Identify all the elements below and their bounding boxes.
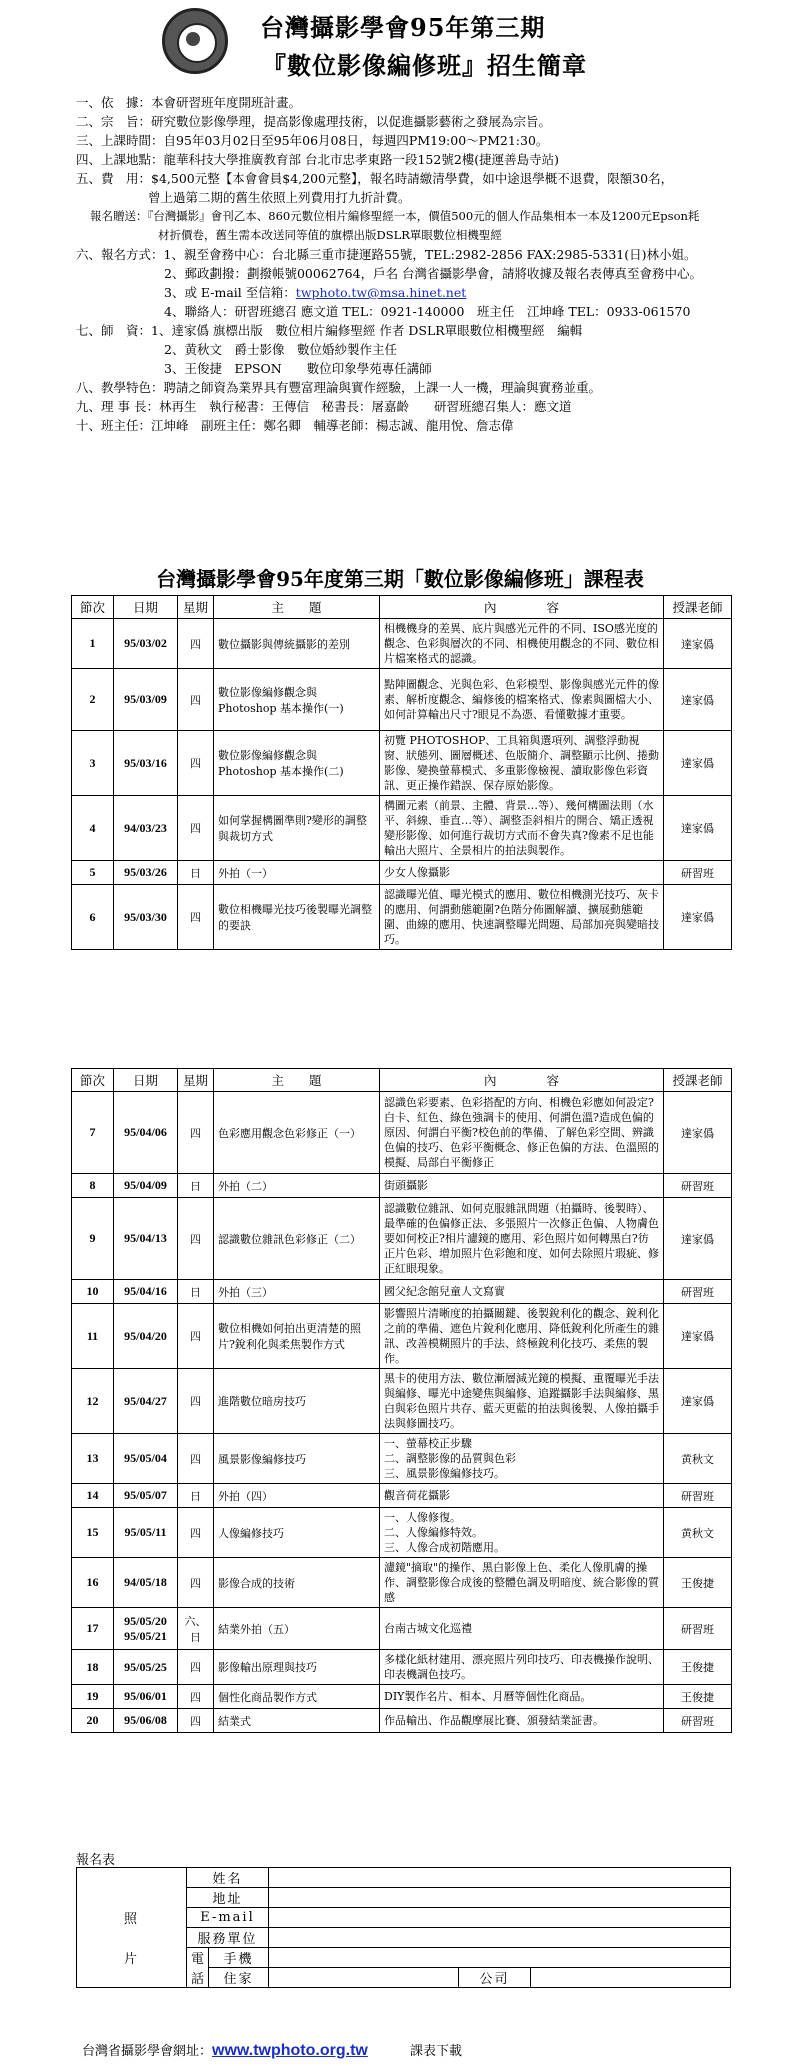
session-teacher: 王俊捷 xyxy=(664,1558,732,1608)
schedule-title: 台灣攝影學會95年度第三期「數位影像編修班」課程表 xyxy=(156,567,644,591)
session-date: 95/05/11 xyxy=(114,1508,178,1558)
field-office[interactable] xyxy=(531,1968,731,1988)
info-contact: 4、聯絡人：研習班總召 應文道 TEL：0921-140000 班主任 江坤峰 TEL：0933-061570 xyxy=(164,304,691,319)
session-teacher: 王俊捷 xyxy=(664,1685,732,1709)
session-teacher: 研習班 xyxy=(664,861,732,885)
session-no: 18 xyxy=(72,1650,114,1685)
info-signup-1: 六、報名方式：1、親至會務中心：台北縣三重市捷運路55號，TEL:2982-2856 FAX:2985-5331(日)林小姐。 xyxy=(76,247,697,262)
session-no: 5 xyxy=(72,861,114,885)
info-fee: 五、費 用：$4,500元整【本會會員$4,200元整】，報名時請繳清學費，如中途退學概不退費，限額30名， xyxy=(76,171,674,186)
society-logo xyxy=(162,8,228,74)
session-content: 初覽 PHOTOSHOP、工具箱與選項列、調整浮動視窗、狀態列、圖層概述、色版簡介、調整顯示比例、捲動影像、變換螢幕模式、多重影像檢視、讀取影像色彩資訊、更正操作錯誤、保存原始影像。 xyxy=(380,731,664,796)
session-date: 95/06/01 xyxy=(114,1685,178,1709)
session-content: 構圖元素（前景、主體、背景…等）、幾何構圖法則（水平、斜線、垂直…等）、調整歪斜相片的開合、矯正透視變形影像、如何進行裁切方式而不會失真?像素不足也能輸出大照片、全景相片的拍法與製作。 xyxy=(380,796,664,861)
session-day: 四 xyxy=(178,1304,214,1369)
session-date: 95/04/27 xyxy=(114,1369,178,1434)
session-topic: 人像編修技巧 xyxy=(214,1508,380,1558)
schedule-header-row xyxy=(72,596,732,619)
schedule-table-part1 xyxy=(71,595,732,950)
info-gift-note: 材折價卷，舊生需本改送同等值的旗標出版DSLR單眼數位相機聖經 xyxy=(158,228,502,242)
session-date: 94/05/18 xyxy=(114,1558,178,1608)
session-day: 四 xyxy=(178,731,214,796)
session-content: 作品輸出、作品觀摩展比賽、頒發結業証書。 xyxy=(380,1709,664,1733)
session-day: 六、日 xyxy=(178,1608,214,1650)
session-topic: 外拍（二） xyxy=(214,1174,380,1198)
session-day: 四 xyxy=(178,1558,214,1608)
session-date: 95/04/06 xyxy=(114,1092,178,1174)
label-email: E-mail xyxy=(187,1908,269,1928)
session-date: 95/04/09 xyxy=(114,1174,178,1198)
session-date: 95/04/16 xyxy=(114,1280,178,1304)
field-employer[interactable] xyxy=(269,1928,731,1948)
session-teacher: 達家僞 xyxy=(664,1092,732,1174)
session-teacher: 達家僞 xyxy=(664,619,732,669)
session-content: 少女人像攝影 xyxy=(380,861,664,885)
header-content: 內 容 xyxy=(380,1069,664,1092)
session-day: 四 xyxy=(178,669,214,731)
label-address: 地址 xyxy=(187,1888,269,1908)
session-topic: 數位影像編修觀念與Photoshop 基本操作(二) xyxy=(214,731,380,796)
field-email[interactable] xyxy=(269,1908,731,1928)
session-no: 1 xyxy=(72,619,114,669)
session-day: 四 xyxy=(178,1685,214,1709)
schedule-row xyxy=(72,885,732,950)
session-teacher: 黄秋文 xyxy=(664,1434,732,1484)
session-day: 日 xyxy=(178,1280,214,1304)
header-teacher: 授課老師 xyxy=(664,1069,732,1092)
session-date: 94/03/23 xyxy=(114,796,178,861)
page-subtitle: 『數位影像編修班』招生簡章 xyxy=(262,51,587,80)
schedule-row xyxy=(72,1280,732,1304)
session-topic: 外拍（四） xyxy=(214,1484,380,1508)
info-signup-3 xyxy=(76,283,781,302)
session-topic: 結業式 xyxy=(214,1709,380,1733)
session-date: 95/03/16 xyxy=(114,731,178,796)
session-content: 多樣化紙材建用、漂亮照片列印技巧、印表機操作說明、印表機調色技巧。 xyxy=(380,1650,664,1685)
session-day: 四 xyxy=(178,1508,214,1558)
session-topic: 個性化商品製作方式 xyxy=(214,1685,380,1709)
session-content: 觀音荷花攝影 xyxy=(380,1484,664,1508)
schedule-row xyxy=(72,619,732,669)
session-no: 16 xyxy=(72,1558,114,1608)
info-gift: 報名贈送：『台灣攝影』會刊乙本、860元數位相片編修聖經一本，價值500元的個人作品集相本一本及1200元Epson耗 xyxy=(90,209,700,223)
session-content: 點陣圖觀念、光與色彩、色彩模型、影像與感光元件的像素、解析度觀念、編修後的檔案格式、像素與圖檔大小、如何計算輸出尺寸?眼見不為憑、看懂數據才重要。 xyxy=(380,669,664,731)
session-content: 一、螢幕校正步驟 二、調整影像的品質與色彩 三、風景影像編修技巧。 xyxy=(380,1434,664,1484)
session-no: 3 xyxy=(72,731,114,796)
session-content: 濾鏡"摘取"的操作、黑白影像上色、柔化人像肌膚的操作、調整影像合成後的整體色調及明暗度、統合影像的質感 xyxy=(380,1558,664,1608)
registration-form-title: 報名表 xyxy=(76,1853,116,1868)
photo-label-bottom: 片 xyxy=(77,1948,187,1988)
session-no: 6 xyxy=(72,885,114,950)
info-chairman: 九、理 事 長：林再生 執行秘書：王傳信 秘書長：屠嘉齡 研習班總召集人：應文道 xyxy=(76,399,572,414)
schedule-row xyxy=(72,1434,732,1484)
label-phone-1: 電 xyxy=(187,1948,209,1968)
session-topic: 數位相機如何拍出更清楚的照片?銳利化與柔焦製作方式 xyxy=(214,1304,380,1369)
session-teacher: 研習班 xyxy=(664,1280,732,1304)
header-date: 日期 xyxy=(114,1069,178,1092)
session-no: 15 xyxy=(72,1508,114,1558)
schedule-table-part2 xyxy=(71,1068,732,1733)
field-mobile[interactable] xyxy=(269,1948,731,1968)
session-content: DIY製作名片、相本、月曆等個性化商品。 xyxy=(380,1685,664,1709)
website-link[interactable]: www.twphoto.org.tw xyxy=(212,2042,368,2059)
session-no: 7 xyxy=(72,1092,114,1174)
field-address[interactable] xyxy=(269,1888,731,1908)
session-content: 認識曝光值、曝光模式的應用、數位相機測光技巧、灰卡的應用、何謂動態範圍?色階分佈圖解讀、擴展動態範圍、曲線的應用、快速調整曝光問題、局部加亮與變暗技巧。 xyxy=(380,885,664,950)
session-content: 國父紀念館兒童人文寫實 xyxy=(380,1280,664,1304)
label-office: 公司 xyxy=(459,1968,531,1988)
schedule-header-row xyxy=(72,1069,732,1092)
session-date: 95/04/20 xyxy=(114,1304,178,1369)
session-day: 四 xyxy=(178,1434,214,1484)
email-link[interactable]: twphoto.tw@msa.hinet.net xyxy=(295,285,467,300)
session-teacher: 達家僞 xyxy=(664,1198,732,1280)
session-no: 20 xyxy=(72,1709,114,1733)
session-content: 台南古城文化巡禮 xyxy=(380,1608,664,1650)
schedule-row xyxy=(72,1685,732,1709)
session-topic: 色彩應用觀念色彩修正（一） xyxy=(214,1092,380,1174)
session-no: 17 xyxy=(72,1608,114,1650)
schedule-row xyxy=(72,1304,732,1369)
session-teacher: 達家僞 xyxy=(664,731,732,796)
session-content: 相機機身的差異、底片與感光元件的不同、ISO感光度的觀念、色彩與層次的不同、相機使用觀念的不同、數位相片檔案格式的認識。 xyxy=(380,619,664,669)
session-no: 8 xyxy=(72,1174,114,1198)
session-no: 13 xyxy=(72,1434,114,1484)
session-date: 95/05/25 xyxy=(114,1650,178,1685)
footer-prefix: 台灣省攝影學會網址： xyxy=(82,2044,213,2059)
info-purpose: 二、宗 旨：研究數位影像學理，提高影像處理技術，以促進攝影藝術之發展為宗旨。 xyxy=(76,114,552,129)
session-teacher: 研習班 xyxy=(664,1608,732,1650)
field-home[interactable] xyxy=(269,1968,459,1988)
session-content: 一、人像修復。 二、人像編修特效。 三、人像合成初階應用。 xyxy=(380,1508,664,1558)
header-teacher: 授課老師 xyxy=(664,596,732,619)
info-teachers-3: 3、王俊捷 EPSON 數位印象學苑專任講師 xyxy=(164,361,432,376)
session-date: 95/05/04 xyxy=(114,1434,178,1484)
info-fee-note: 曾上過第二期的舊生依照上列費用打九折計費。 xyxy=(148,190,411,205)
session-date: 95/03/30 xyxy=(114,885,178,950)
info-basis: 一、依 據：本會研習班年度開班計畫。 xyxy=(76,95,302,110)
info-teachers-2: 2、黄秋文 爵士影像 數位婚紗製作主任 xyxy=(164,342,397,357)
session-content: 認識數位雜訊、如何克服雜訊問題（拍攝時、後製時）、最準確的色偏修正法、多張照片一次修正色偏、人物膚色要如何校正?相片濾鏡的應用、彩色照片如何轉黑白?彷正片色彩、增加照片色彩飽和度、如何去除照片瑕疵、修正紅眼現象。 xyxy=(380,1198,664,1280)
session-date: 95/03/02 xyxy=(114,619,178,669)
info-signup-3-label: 3、或 E-mail 至信箱： xyxy=(164,285,296,300)
session-topic: 認識數位雜訊色彩修正（二） xyxy=(214,1198,380,1280)
session-day: 四 xyxy=(178,619,214,669)
info-features: 八、教學特色：聘請之師資為業界具有豐富理論與實作經驗，上課一人一機，理論與實務並重。 xyxy=(76,380,602,395)
info-time: 三、上課時間：自95年03月02日至95年06月08日，每週四PM19:00～PM21:30。 xyxy=(76,133,549,148)
session-date: 95/03/26 xyxy=(114,861,178,885)
session-date: 95/04/13 xyxy=(114,1198,178,1280)
page-title: 台灣攝影學會95年第三期 xyxy=(260,13,546,42)
session-day: 日 xyxy=(178,1174,214,1198)
info-teachers-1: 七、師 資：1、達家僞 旗標出版 數位相片編修聖經 作者 DSLR單眼數位相機聖經 編輯 xyxy=(76,323,583,338)
schedule-row xyxy=(72,1608,732,1650)
session-day: 四 xyxy=(178,1092,214,1174)
session-content: 影響照片清晰度的拍攝關鍵、後製銳利化的觀念、銳利化之前的準備、遮色片銳利化應用、降低銳利化所產生的雜訊、改善模糊照片的手法、終極銳利化技巧、柔焦的製作。 xyxy=(380,1304,664,1369)
session-topic: 數位相機曝光技巧後製曝光調整的要訣 xyxy=(214,885,380,950)
logo-center xyxy=(186,32,200,46)
header-content: 內 容 xyxy=(380,596,664,619)
schedule-row xyxy=(72,669,732,731)
schedule-row xyxy=(72,731,732,796)
schedule-row xyxy=(72,1650,732,1685)
session-no: 19 xyxy=(72,1685,114,1709)
info-location: 四、上課地點：龍華科技大學推廣教育部 台北市忠孝東路一段152號2樓(捷運善島寺站) xyxy=(76,152,560,167)
label-phone-2: 話 xyxy=(187,1968,209,1988)
header-no: 節次 xyxy=(72,596,114,619)
schedule-row xyxy=(72,1369,732,1434)
session-day: 四 xyxy=(178,885,214,950)
label-name: 姓名 xyxy=(187,1868,269,1888)
schedule-row xyxy=(72,1198,732,1280)
session-no: 12 xyxy=(72,1369,114,1434)
session-teacher: 黄秋文 xyxy=(664,1508,732,1558)
session-teacher: 達家僞 xyxy=(664,885,732,950)
session-no: 11 xyxy=(72,1304,114,1369)
session-day: 四 xyxy=(178,796,214,861)
info-director: 十、班主任：江坤峰 副班主任：鄭名卿 輔導老師：楊志誠、龍用悅、詹志偉 xyxy=(76,418,514,433)
label-mobile: 手機 xyxy=(209,1948,269,1968)
session-day: 日 xyxy=(178,1484,214,1508)
session-day: 四 xyxy=(178,1709,214,1733)
session-day: 日 xyxy=(178,861,214,885)
session-teacher: 研習班 xyxy=(664,1484,732,1508)
header-day: 星期 xyxy=(178,1069,214,1092)
schedule-row xyxy=(72,1558,732,1608)
session-topic: 如何掌握構圖準則?變形的調整與裁切方式 xyxy=(214,796,380,861)
session-day: 四 xyxy=(178,1650,214,1685)
schedule-row xyxy=(72,861,732,885)
session-day: 四 xyxy=(178,1369,214,1434)
photo-cell xyxy=(77,1868,187,1908)
enrollment-info xyxy=(76,93,781,435)
session-teacher: 達家僞 xyxy=(664,1369,732,1434)
session-topic: 數位影像編修觀念與Photoshop 基本操作(一) xyxy=(214,669,380,731)
schedule-row xyxy=(72,796,732,861)
session-date: 95/05/07 xyxy=(114,1484,178,1508)
session-no: 2 xyxy=(72,669,114,731)
header-date: 日期 xyxy=(114,596,178,619)
schedule-row xyxy=(72,1174,732,1198)
session-date: 95/03/09 xyxy=(114,669,178,731)
header-day: 星期 xyxy=(178,596,214,619)
session-teacher: 達家僞 xyxy=(664,796,732,861)
session-no: 9 xyxy=(72,1198,114,1280)
session-topic: 外拍（一） xyxy=(214,861,380,885)
footer xyxy=(82,2040,462,2060)
session-teacher: 研習班 xyxy=(664,1709,732,1733)
schedule-row xyxy=(72,1709,732,1733)
label-home: 住家 xyxy=(209,1968,269,1988)
session-content: 黑卡的使用方法、數位漸層減光鏡的模擬、重覆曝光手法與編修、曝光中途變焦與編修、追蹤攝影手法與編修、黑白與彩色照片共存、藍天更藍的拍法與後製、人像拍攝手法與修圖技巧。 xyxy=(380,1369,664,1434)
session-topic: 影像輸出原理與技巧 xyxy=(214,1650,380,1685)
session-date: 95/06/08 xyxy=(114,1709,178,1733)
session-teacher: 王俊捷 xyxy=(664,1650,732,1685)
schedule-row xyxy=(72,1092,732,1174)
session-no: 14 xyxy=(72,1484,114,1508)
label-employer: 服務單位 xyxy=(187,1928,269,1948)
schedule-download-link[interactable]: 課表下載 xyxy=(409,2044,462,2059)
session-topic: 進階數位暗房技巧 xyxy=(214,1369,380,1434)
session-topic: 數位攝影與傳統攝影的差別 xyxy=(214,619,380,669)
session-no: 4 xyxy=(72,796,114,861)
session-content: 街頭攝影 xyxy=(380,1174,664,1198)
header-topic: 主 題 xyxy=(214,596,380,619)
field-name[interactable] xyxy=(269,1868,731,1888)
session-topic: 風景影像編修技巧 xyxy=(214,1434,380,1484)
session-date: 95/05/20 95/05/21 xyxy=(114,1608,178,1650)
session-no: 10 xyxy=(72,1280,114,1304)
schedule-row xyxy=(72,1484,732,1508)
session-day: 四 xyxy=(178,1198,214,1280)
header-no: 節次 xyxy=(72,1069,114,1092)
session-topic: 影像合成的技術 xyxy=(214,1558,380,1608)
schedule-row xyxy=(72,1508,732,1558)
session-teacher: 研習班 xyxy=(664,1174,732,1198)
registration-form xyxy=(76,1867,731,1988)
session-topic: 結業外拍（五） xyxy=(214,1608,380,1650)
header-topic: 主 題 xyxy=(214,1069,380,1092)
session-teacher: 達家僞 xyxy=(664,669,732,731)
info-signup-2: 2、郵政劃撥：劃撥帳號00062764，戶名 台灣省攝影學會，請將收據及報名表傳真至會務中心。 xyxy=(164,266,703,281)
session-content: 認識色彩要素、色彩搭配的方向、相機色彩應如何設定?白卡、紅色、綠色強調卡的使用、何謂色溫?造成色偏的原因、何謂白平衡?校色前的準備、了解色彩空間、辨識色偏的技巧、色彩平衡概念、修正色偏的方法、色溫照的模擬、局部白平衡修正 xyxy=(380,1092,664,1174)
photo-label-top: 照 xyxy=(77,1908,187,1948)
session-teacher: 達家僞 xyxy=(664,1304,732,1369)
session-topic: 外拍（三） xyxy=(214,1280,380,1304)
